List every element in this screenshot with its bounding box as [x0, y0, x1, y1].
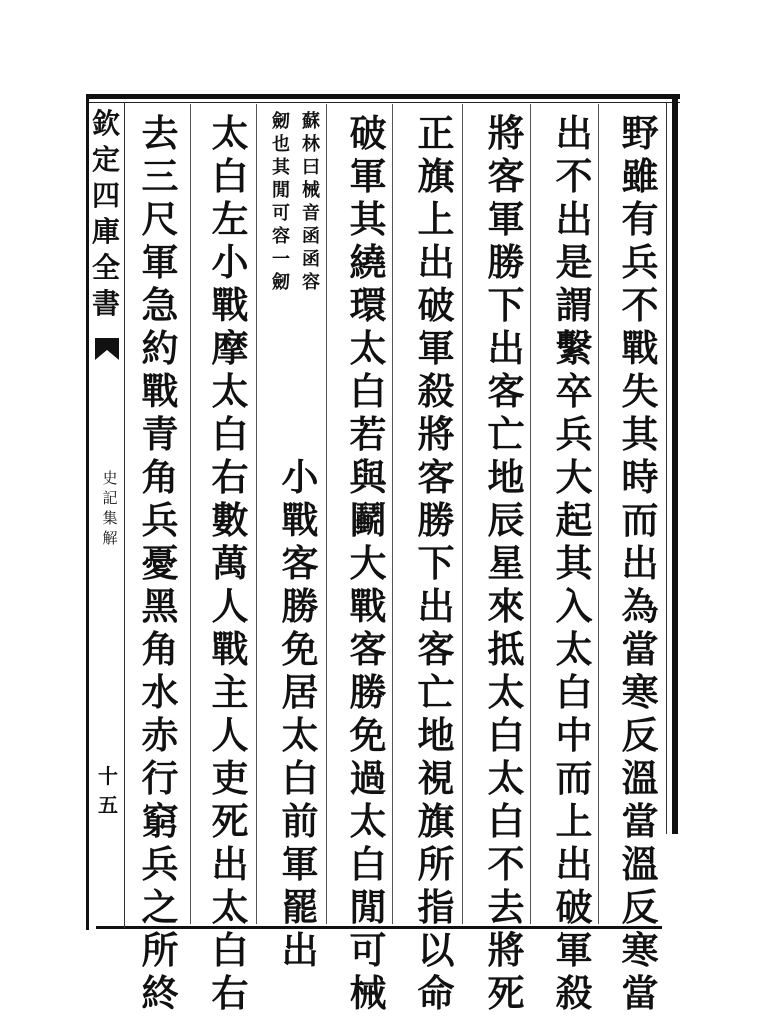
title-character: 全 [91, 251, 120, 284]
text-character: 客 [417, 627, 455, 671]
text-character: 尺 [141, 197, 179, 241]
text-character: 小 [281, 455, 319, 499]
text-character: 罷 [281, 885, 319, 929]
title-character: 四 [91, 179, 120, 212]
note-character: 函 [302, 226, 320, 247]
text-character: 客 [487, 369, 525, 413]
text-character: 勝 [349, 670, 387, 714]
text-character: 白 [349, 842, 387, 886]
text-column-5 [346, 112, 390, 1015]
text-character: 入 [555, 584, 593, 628]
note-character: 劒 [272, 272, 290, 293]
text-character: 左 [211, 197, 249, 241]
text-character: 太 [211, 369, 249, 413]
text-character: 白 [487, 799, 525, 843]
text-character: 不 [487, 842, 525, 886]
text-character: 抵 [487, 627, 525, 671]
text-character: 有 [621, 197, 659, 241]
column-rule [256, 104, 257, 924]
text-character: 與 [349, 455, 387, 499]
text-character: 其 [621, 412, 659, 456]
text-character: 居 [281, 670, 319, 714]
text-character: 萬 [211, 541, 249, 585]
text-character: 將 [417, 412, 455, 456]
text-character: 白 [211, 412, 249, 456]
note-character: 林 [302, 134, 320, 155]
frame-top-inner-border [86, 102, 680, 103]
text-character: 小 [211, 240, 249, 284]
text-character: 來 [487, 584, 525, 628]
text-character: 出 [555, 111, 593, 155]
text-character: 其 [555, 541, 593, 585]
text-character: 可 [349, 928, 387, 972]
text-character: 太 [487, 670, 525, 714]
text-character: 中 [555, 713, 593, 757]
text-character: 出 [281, 928, 319, 972]
text-character: 戰 [281, 498, 319, 542]
text-character: 人 [211, 584, 249, 628]
text-character: 反 [621, 713, 659, 757]
text-character: 大 [555, 455, 593, 499]
text-character: 兵 [141, 842, 179, 886]
text-character: 上 [417, 197, 455, 241]
note-character: 蘇 [302, 111, 320, 132]
text-character: 謂 [555, 283, 593, 327]
text-character: 亡 [487, 412, 525, 456]
text-character: 戰 [349, 584, 387, 628]
text-character: 水 [141, 670, 179, 714]
text-character: 下 [487, 283, 525, 327]
text-character: 所 [141, 928, 179, 972]
note-character: 容 [302, 272, 320, 293]
text-character: 卒 [555, 369, 593, 413]
text-character: 軍 [349, 154, 387, 198]
text-character: 其 [349, 197, 387, 241]
text-character: 是 [555, 240, 593, 284]
title-character: 欽 [91, 107, 120, 140]
text-character: 客 [281, 541, 319, 585]
text-character: 命 [417, 971, 455, 1015]
text-character: 野 [621, 111, 659, 155]
text-character: 破 [555, 885, 593, 929]
text-character: 角 [141, 455, 179, 499]
title-character: 庫 [91, 215, 120, 248]
text-character: 太 [555, 627, 593, 671]
text-character: 寒 [621, 670, 659, 714]
text-character: 軍 [417, 326, 455, 370]
text-character: 戰 [141, 369, 179, 413]
page-number: 十五 [98, 764, 118, 817]
text-character: 破 [417, 283, 455, 327]
frame-top-border [86, 94, 680, 99]
book-title-character: 解 [102, 529, 118, 547]
text-character: 白 [211, 928, 249, 972]
text-character: 將 [487, 111, 525, 155]
text-character: 環 [349, 283, 387, 327]
text-character: 械 [349, 971, 387, 1015]
note-character: 可 [272, 203, 290, 224]
text-character: 溫 [621, 842, 659, 886]
text-character: 時 [621, 455, 659, 499]
text-column-4 [414, 112, 458, 1015]
note-character: 械 [302, 180, 320, 201]
text-character: 勝 [417, 498, 455, 542]
note-character: 閒 [272, 180, 290, 201]
text-character: 白 [487, 713, 525, 757]
column-rule [392, 104, 393, 924]
text-character: 前 [281, 799, 319, 843]
text-character: 下 [417, 541, 455, 585]
text-character: 為 [621, 584, 659, 628]
text-character: 行 [141, 756, 179, 800]
text-character: 大 [349, 541, 387, 585]
fishtail-mark-icon [93, 336, 121, 362]
column-rule [190, 104, 191, 924]
text-character: 將 [487, 928, 525, 972]
text-character: 雖 [621, 154, 659, 198]
text-column-1 [618, 112, 662, 1015]
text-character: 太 [211, 111, 249, 155]
text-character: 角 [141, 627, 179, 671]
title-character: 定 [91, 143, 120, 176]
text-column-8 [138, 112, 182, 1015]
text-character: 約 [141, 326, 179, 370]
text-character: 死 [487, 971, 525, 1015]
text-character: 而 [621, 498, 659, 542]
book-title [100, 468, 120, 548]
text-character: 正 [417, 111, 455, 155]
text-character: 戰 [211, 283, 249, 327]
text-character: 星 [487, 541, 525, 585]
text-column-6 [278, 456, 322, 972]
text-character: 太 [211, 885, 249, 929]
text-character: 太 [349, 799, 387, 843]
text-character: 當 [621, 799, 659, 843]
text-character: 而 [555, 756, 593, 800]
text-character: 右 [211, 971, 249, 1015]
text-character: 地 [417, 713, 455, 757]
text-character: 不 [621, 283, 659, 327]
text-character: 辰 [487, 498, 525, 542]
text-character: 窮 [141, 799, 179, 843]
text-character: 過 [349, 756, 387, 800]
text-character: 失 [621, 369, 659, 413]
text-character: 出 [555, 197, 593, 241]
text-character: 三 [141, 154, 179, 198]
text-character: 客 [487, 154, 525, 198]
text-character: 青 [141, 412, 179, 456]
text-character: 當 [621, 627, 659, 671]
text-character: 免 [281, 627, 319, 671]
text-character: 吏 [211, 756, 249, 800]
note-character: 也 [272, 134, 290, 155]
column-rule [598, 104, 599, 924]
text-character: 兵 [141, 498, 179, 542]
text-character: 旗 [417, 799, 455, 843]
book-title-character: 史 [102, 469, 118, 487]
text-character: 戰 [621, 326, 659, 370]
text-character: 當 [621, 971, 659, 1015]
text-character: 勝 [487, 240, 525, 284]
text-character: 摩 [211, 326, 249, 370]
text-character: 客 [417, 455, 455, 499]
note-character: 函 [302, 249, 320, 270]
text-character: 太 [349, 326, 387, 370]
text-character: 指 [417, 885, 455, 929]
note-character: 其 [272, 157, 290, 178]
text-character: 死 [211, 799, 249, 843]
text-character: 殺 [417, 369, 455, 413]
text-character: 憂 [141, 541, 179, 585]
text-character: 所 [417, 842, 455, 886]
text-character: 數 [211, 498, 249, 542]
text-character: 之 [141, 885, 179, 929]
text-character: 亡 [417, 670, 455, 714]
text-column-2 [552, 112, 596, 1015]
text-character: 黑 [141, 584, 179, 628]
text-character: 反 [621, 885, 659, 929]
frame-right-border [672, 94, 678, 834]
note-character: 音 [302, 203, 320, 224]
text-character: 出 [417, 240, 455, 284]
text-character: 軍 [555, 928, 593, 972]
note-character: 劒 [272, 111, 290, 132]
text-character: 太 [281, 713, 319, 757]
text-character: 白 [281, 756, 319, 800]
text-character: 白 [349, 369, 387, 413]
title-character: 書 [91, 287, 120, 320]
text-character: 勝 [281, 584, 319, 628]
text-character: 地 [487, 455, 525, 499]
text-character: 繞 [349, 240, 387, 284]
text-character: 閒 [349, 885, 387, 929]
note-character: 曰 [302, 157, 320, 178]
text-character: 赤 [141, 713, 179, 757]
text-character: 白 [555, 670, 593, 714]
text-column-7 [208, 112, 252, 1015]
text-character: 軍 [487, 197, 525, 241]
column-rule [530, 104, 531, 924]
collection-title [90, 106, 122, 322]
text-character: 出 [211, 842, 249, 886]
column-rule [326, 104, 327, 924]
commentary-note-left [270, 110, 292, 294]
text-character: 出 [621, 541, 659, 585]
text-character: 兵 [621, 240, 659, 284]
text-character: 軍 [281, 842, 319, 886]
text-character: 兵 [555, 412, 593, 456]
text-character: 軍 [141, 240, 179, 284]
note-character: 容 [272, 226, 290, 247]
text-character: 人 [211, 713, 249, 757]
text-character: 破 [349, 111, 387, 155]
text-character: 太 [487, 756, 525, 800]
text-character: 視 [417, 756, 455, 800]
text-character: 上 [555, 799, 593, 843]
text-character: 出 [555, 842, 593, 886]
text-character: 殺 [555, 971, 593, 1015]
column-rule [462, 104, 463, 924]
text-character: 去 [141, 111, 179, 155]
text-character: 右 [211, 455, 249, 499]
gutter-divider [124, 102, 125, 928]
text-character: 出 [417, 584, 455, 628]
commentary-note-right [300, 110, 322, 294]
text-character: 終 [141, 971, 179, 1015]
text-character: 白 [211, 154, 249, 198]
text-character: 不 [555, 154, 593, 198]
text-character: 若 [349, 412, 387, 456]
text-character: 急 [141, 283, 179, 327]
frame-left-border [86, 94, 89, 930]
text-character: 免 [349, 713, 387, 757]
text-character: 主 [211, 670, 249, 714]
text-character: 寒 [621, 928, 659, 972]
text-character: 出 [487, 326, 525, 370]
text-character: 鬬 [349, 498, 387, 542]
text-character: 起 [555, 498, 593, 542]
text-character: 客 [349, 627, 387, 671]
note-character: 一 [272, 249, 290, 270]
text-character: 去 [487, 885, 525, 929]
text-character: 溫 [621, 756, 659, 800]
text-character: 旗 [417, 154, 455, 198]
text-character: 繫 [555, 326, 593, 370]
book-title-character: 集 [102, 509, 118, 527]
text-column-3 [484, 112, 528, 1015]
text-character: 以 [417, 928, 455, 972]
book-title-character: 記 [102, 489, 118, 507]
text-character: 戰 [211, 627, 249, 671]
frame-right-inner-border [666, 102, 667, 834]
